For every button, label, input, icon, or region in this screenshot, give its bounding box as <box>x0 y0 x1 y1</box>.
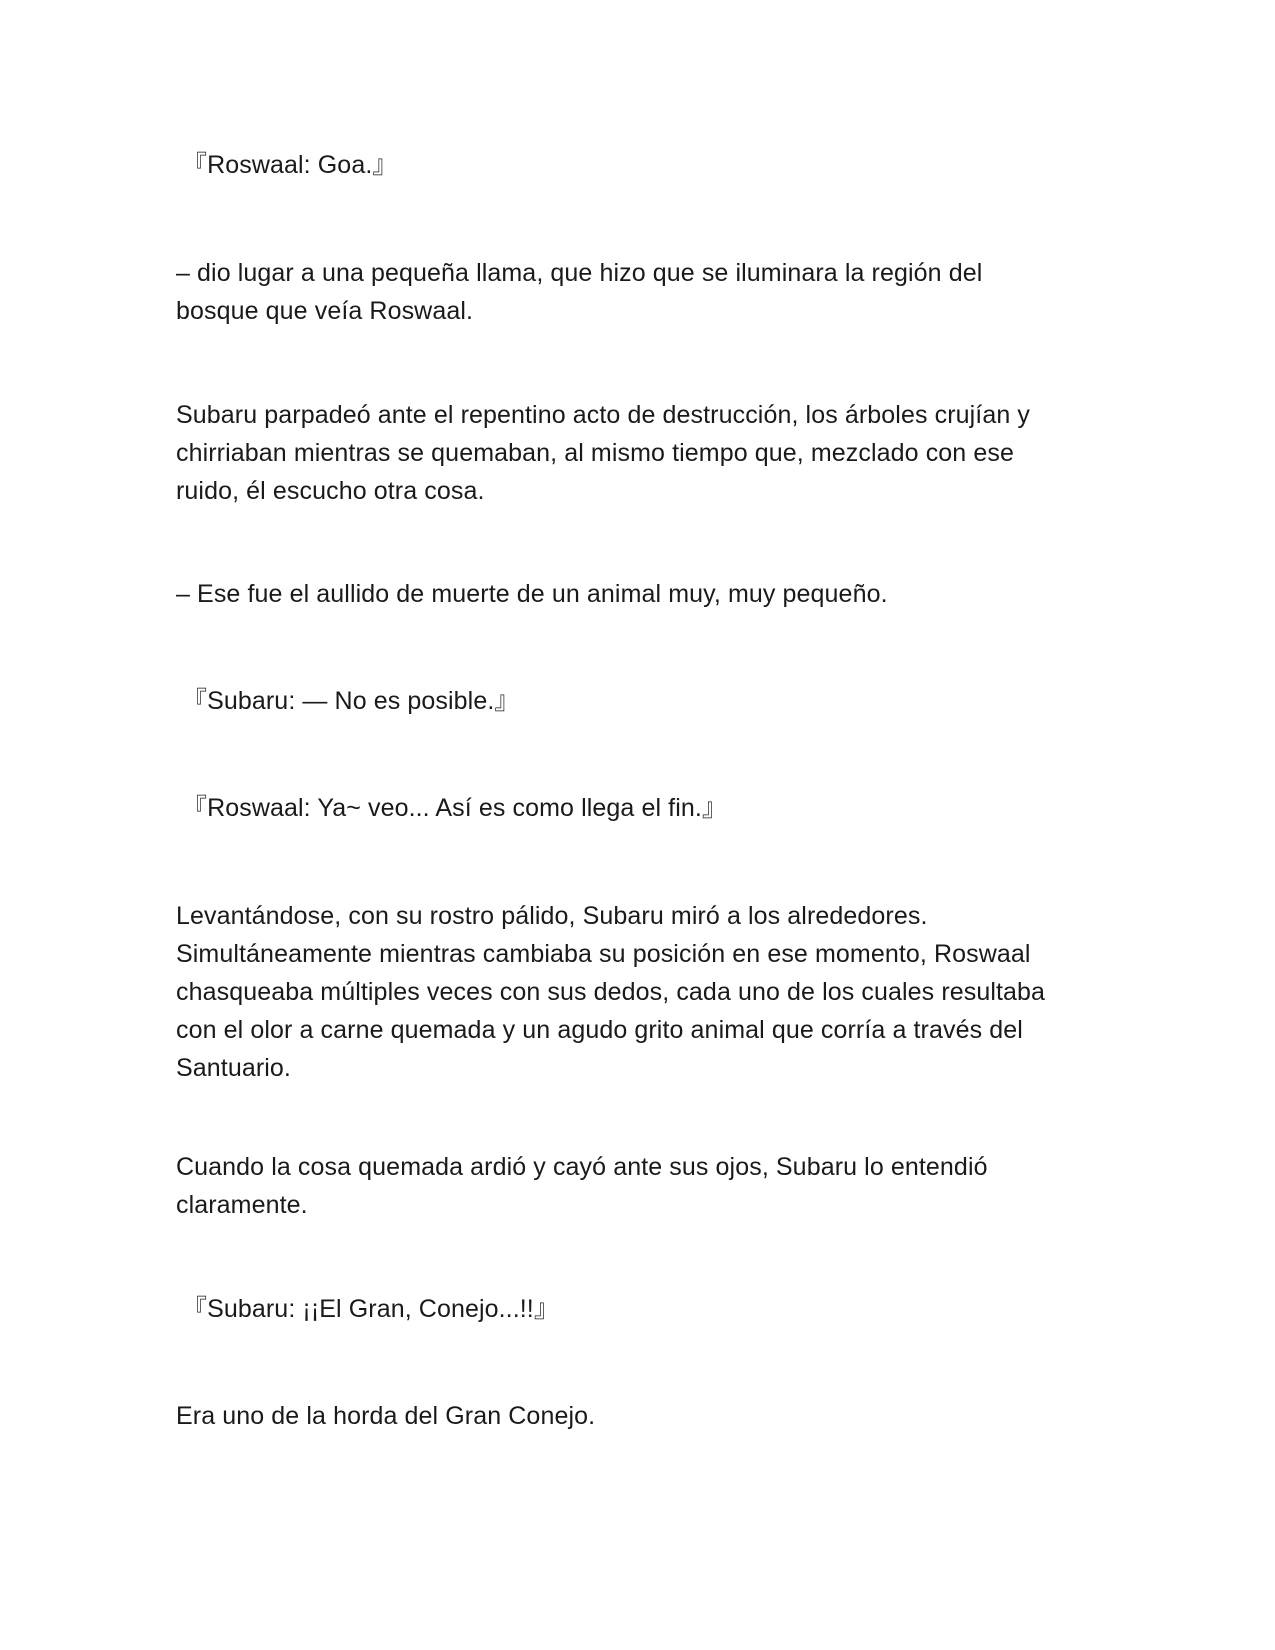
paragraph-subaru-blinked: Subaru parpadeó ante el repentino acto de destrucción, los árboles crujían y chirriaban mientras se quemaban, al mismo tiempo que, mezclado con ese ruido, él escucho otra cosa. <box>176 401 1030 505</box>
paragraph-burned-thing: Cuando la cosa quemada ardió y cayó ante sus ojos, Subaru lo entendió claramente. <box>176 1153 988 1219</box>
dialogue-roswaal-goa: 『Roswaal: Goa.』 <box>182 151 398 179</box>
dialogue-subaru-great-rabbit: 『Subaru: ¡¡El Gran, Conejo...!!』 <box>182 1295 559 1323</box>
dialogue-roswaal-the-end: 『Roswaal: Ya~ veo... Así es como llega el fin.』 <box>182 794 728 822</box>
dialogue-subaru-not-possible: 『Subaru: — No es posible.』 <box>182 687 520 715</box>
paragraph-subaru-looked-around: Levantándose, con su rostro pálido, Subaru miró a los alrededores. Simultáneamente mientras cambiaba su posición en ese momento, Roswaal chasqueaba múltiples veces con sus dedos, cada uno de los cuales resultaba con el olor a carne quemada y un agudo grito animal que corría a través del Santuario. <box>176 902 1046 1082</box>
paragraph-small-flame: – dio lugar a una pequeña llama, que hizo que se iluminara la región del bosque que veía Roswaal. <box>176 259 983 325</box>
paragraph-great-rabbit-horde: Era uno de la horda del Gran Conejo. <box>176 1402 596 1430</box>
paragraph-death-howl: – Ese fue el aullido de muerte de un animal muy, muy pequeño. <box>176 580 888 608</box>
